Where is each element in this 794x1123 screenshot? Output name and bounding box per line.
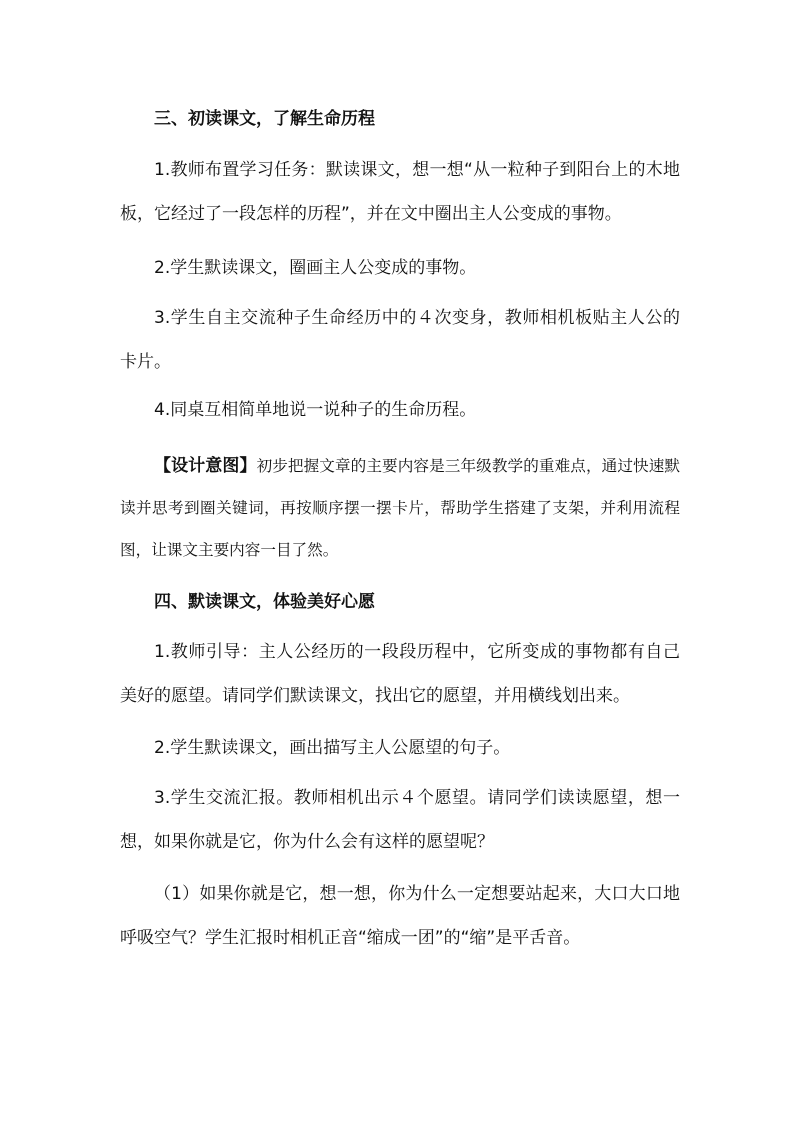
section-4-item-1: 1.教师引导：主人公经历的一段段历程中，它所变成的事物都有自己美好的愿望。请同学们默读课文，找出它的愿望，并用横线划出来。 (120, 642, 680, 706)
section-3-item-2: 2.学生默读课文，圈画主人公变成的事物。 (154, 258, 477, 278)
design-intent-text: 初步把握文章的主要内容是三年级教学的重难点，通过快速默读并思考到圈关键词，再按顺序摆一摆卡片，帮助学生搭建了支架，并利用流程图，让课文主要内容一目了然。 (120, 457, 680, 559)
section-4-item-3: 3.学生交流汇报。教师相机出示４个愿望。请同学们读读愿望，想一想，如果你就是它，你为什么会有这样的愿望呢？ (120, 788, 680, 852)
section-3-item-4: 4.同桌互相简单地说一说种子的生命历程。 (154, 400, 477, 420)
design-intent-paragraph (120, 445, 680, 571)
section-3-heading: 三、初读课文，了解生命历程 (154, 109, 375, 129)
section-3-item-3: 3.学生自主交流种子生命经历中的４次变身，教师相机板贴主人公的卡片。 (120, 308, 680, 372)
section-4-item-2: 2.学生默读课文，画出描写主人公愿望的句子。 (154, 738, 511, 758)
section-4-item-3-sub-1: （1）如果你就是它，想一想，你为什么一定想要站起来，大口大口地呼吸空气？学生汇报时相机正音“缩成一团”的“缩”是平舌音。 (120, 884, 680, 948)
section-4-heading: 四、默读课文，体验美好心愿 (154, 592, 375, 612)
section-3-item-1: 1.教师布置学习任务：默读课文，想一想“从一粒种子到阳台上的木地板，它经过了一段怎样的历程”，并在文中圈出主人公变成的事物。 (120, 160, 680, 224)
design-intent-label: 【设计意图】 (154, 456, 257, 476)
